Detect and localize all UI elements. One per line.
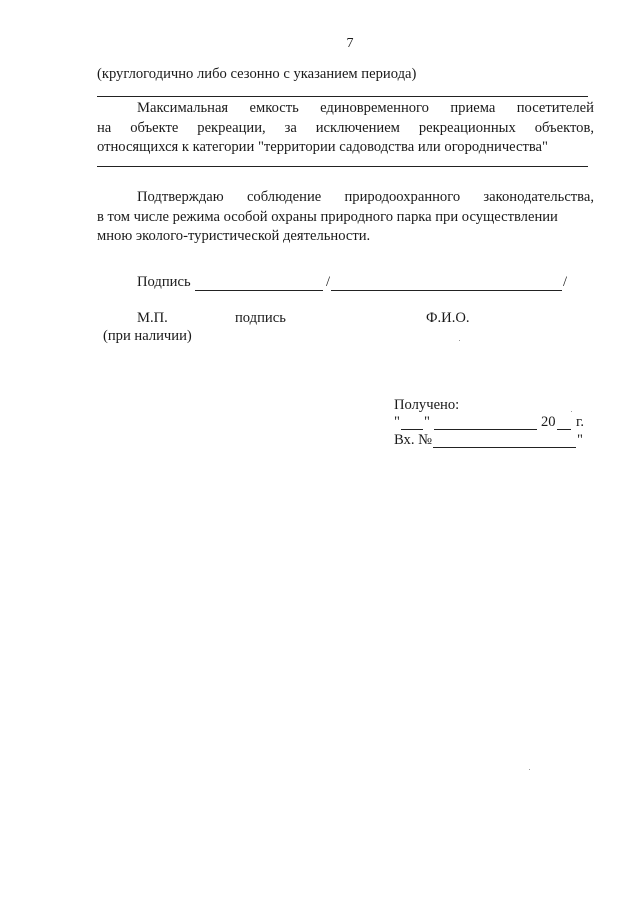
confirmation-line-1 <box>97 189 594 209</box>
capacity-word: рекреации, <box>197 119 266 136</box>
received-year-prefix: 20 <box>541 414 556 430</box>
incoming-number-blank[interactable] <box>433 447 576 448</box>
scan-speck <box>459 340 460 341</box>
capacity-word: приема <box>450 100 496 116</box>
capacity-word: рекреационных <box>418 119 516 136</box>
received-year-blank[interactable] <box>557 429 571 430</box>
received-month-blank[interactable] <box>434 429 537 430</box>
mp-note: (при наличии) <box>103 328 192 344</box>
period-fill-line <box>97 96 588 97</box>
incoming-quote-close: " <box>577 432 583 448</box>
capacity-word: посетителей <box>516 100 594 116</box>
received-year-suffix: г. <box>576 414 584 430</box>
capacity-fill-line <box>97 166 588 167</box>
received-quote-open: " <box>394 414 400 430</box>
signature-end-slash: / <box>563 274 568 290</box>
capacity-paragraph <box>97 100 594 160</box>
capacity-word: за <box>284 119 297 136</box>
incoming-label: Вх. № <box>394 432 433 448</box>
capacity-word: на <box>97 119 112 136</box>
capacity-line-2 <box>97 120 594 140</box>
mp-label: М.П. <box>137 310 168 326</box>
scan-speck <box>529 769 530 770</box>
scan-speck <box>571 411 572 412</box>
received-day-blank[interactable] <box>401 429 423 430</box>
received-quote-close: " <box>424 414 430 430</box>
capacity-word: емкость <box>249 100 299 116</box>
confirmation-line-3: мною эколого-туристической деятельности. <box>97 228 371 244</box>
fio-caption: Ф.И.О. <box>426 310 470 326</box>
confirmation-word: законодательства, <box>483 189 594 205</box>
received-label: Получено: <box>394 397 460 413</box>
capacity-word: объектов, <box>534 119 594 136</box>
period-note: (круглогодично либо сезонно с указанием периода) <box>97 66 417 82</box>
confirmation-word: соблюдение <box>246 189 322 205</box>
signature-blank[interactable] <box>195 290 323 291</box>
capacity-word: исключением <box>315 119 400 136</box>
capacity-line-3: относящихся к категории "территории садоводства или огородничества" <box>97 139 548 155</box>
confirmation-word: Подтверждаю <box>137 189 224 205</box>
fio-blank[interactable] <box>331 290 562 291</box>
capacity-word: объекте <box>130 119 179 136</box>
confirmation-paragraph <box>97 189 594 249</box>
confirmation-line-2: в том числе режима особой охраны природного парка при осуществлении <box>97 208 558 225</box>
confirmation-word: природоохранного <box>344 189 461 205</box>
signature-separator: / <box>326 274 331 290</box>
capacity-word: единовременного <box>320 100 429 116</box>
capacity-line-1 <box>97 100 594 120</box>
signature-label: Подпись <box>137 274 191 290</box>
page-number: 7 <box>346 36 354 51</box>
sign-caption: подпись <box>235 310 286 326</box>
capacity-word: Максимальная <box>137 100 229 116</box>
